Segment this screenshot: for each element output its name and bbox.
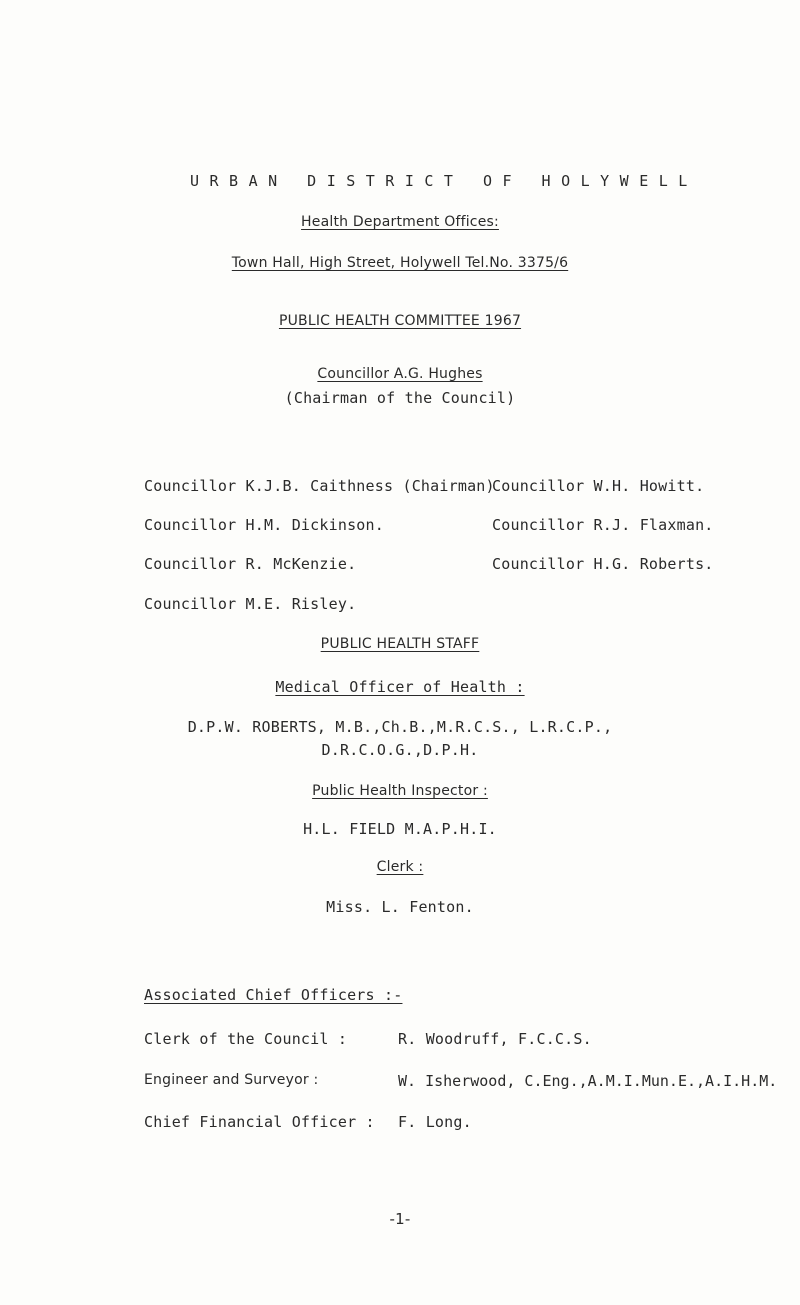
offices-heading: Health Department Offices: (301, 214, 499, 230)
phi-name: H.L. FIELD M.A.P.H.I. (303, 820, 497, 838)
assoc-name-3: F. Long. (398, 1113, 472, 1131)
page-number: -1- (389, 1210, 411, 1228)
assoc-name-1: R. Woodruff, F.C.C.S. (398, 1030, 592, 1048)
clerk-name: Miss. L. Fenton. (326, 898, 474, 916)
assoc-name-2: W. Isherwood, C.Eng.,A.M.I.Mun.E.,A.I.H.M. (398, 1072, 778, 1090)
councillor-left-2: Councillor H.M. Dickinson. (144, 516, 384, 534)
councillor-right-2: Councillor R.J. Flaxman. (492, 516, 714, 534)
moh-name: D.P.W. ROBERTS, M.B.,Ch.B.,M.R.C.S., L.R.C.P., (187, 718, 613, 736)
moh-label: Medical Officer of Health : (275, 678, 525, 696)
assoc-role-3: Chief Financial Officer : (144, 1113, 375, 1131)
councillor-left-1: Councillor K.J.B. Caithness (Chairman) (144, 477, 495, 495)
staff-heading: PUBLIC HEALTH STAFF (320, 636, 480, 652)
office-address: Town Hall, High Street, Holywell Tel.No. 3375/6 (231, 255, 569, 271)
councillor-right-1: Councillor W.H. Howitt. (492, 477, 705, 495)
clerk-label: Clerk : (376, 859, 424, 875)
committee-heading: PUBLIC HEALTH COMMITTEE 1967 (278, 313, 522, 329)
committee-chair-role: (Chairman of the Council) (284, 389, 516, 407)
moh-qualifications: D.R.C.O.G.,D.P.H. (321, 741, 479, 759)
councillor-right-3: Councillor H.G. Roberts. (492, 555, 714, 573)
councillor-left-3: Councillor R. McKenzie. (144, 555, 357, 573)
associated-heading: Associated Chief Officers :- (144, 986, 403, 1004)
phi-label: Public Health Inspector : (312, 783, 488, 799)
assoc-role-1: Clerk of the Council : (144, 1030, 348, 1048)
assoc-role-2: Engineer and Surveyor : (144, 1072, 319, 1088)
councillor-left-4: Councillor M.E. Risley. (144, 595, 357, 613)
document-title: URBAN DISTRICT OF HOLYWELL (190, 172, 698, 190)
committee-chair-name: Councillor A.G. Hughes (317, 366, 483, 382)
